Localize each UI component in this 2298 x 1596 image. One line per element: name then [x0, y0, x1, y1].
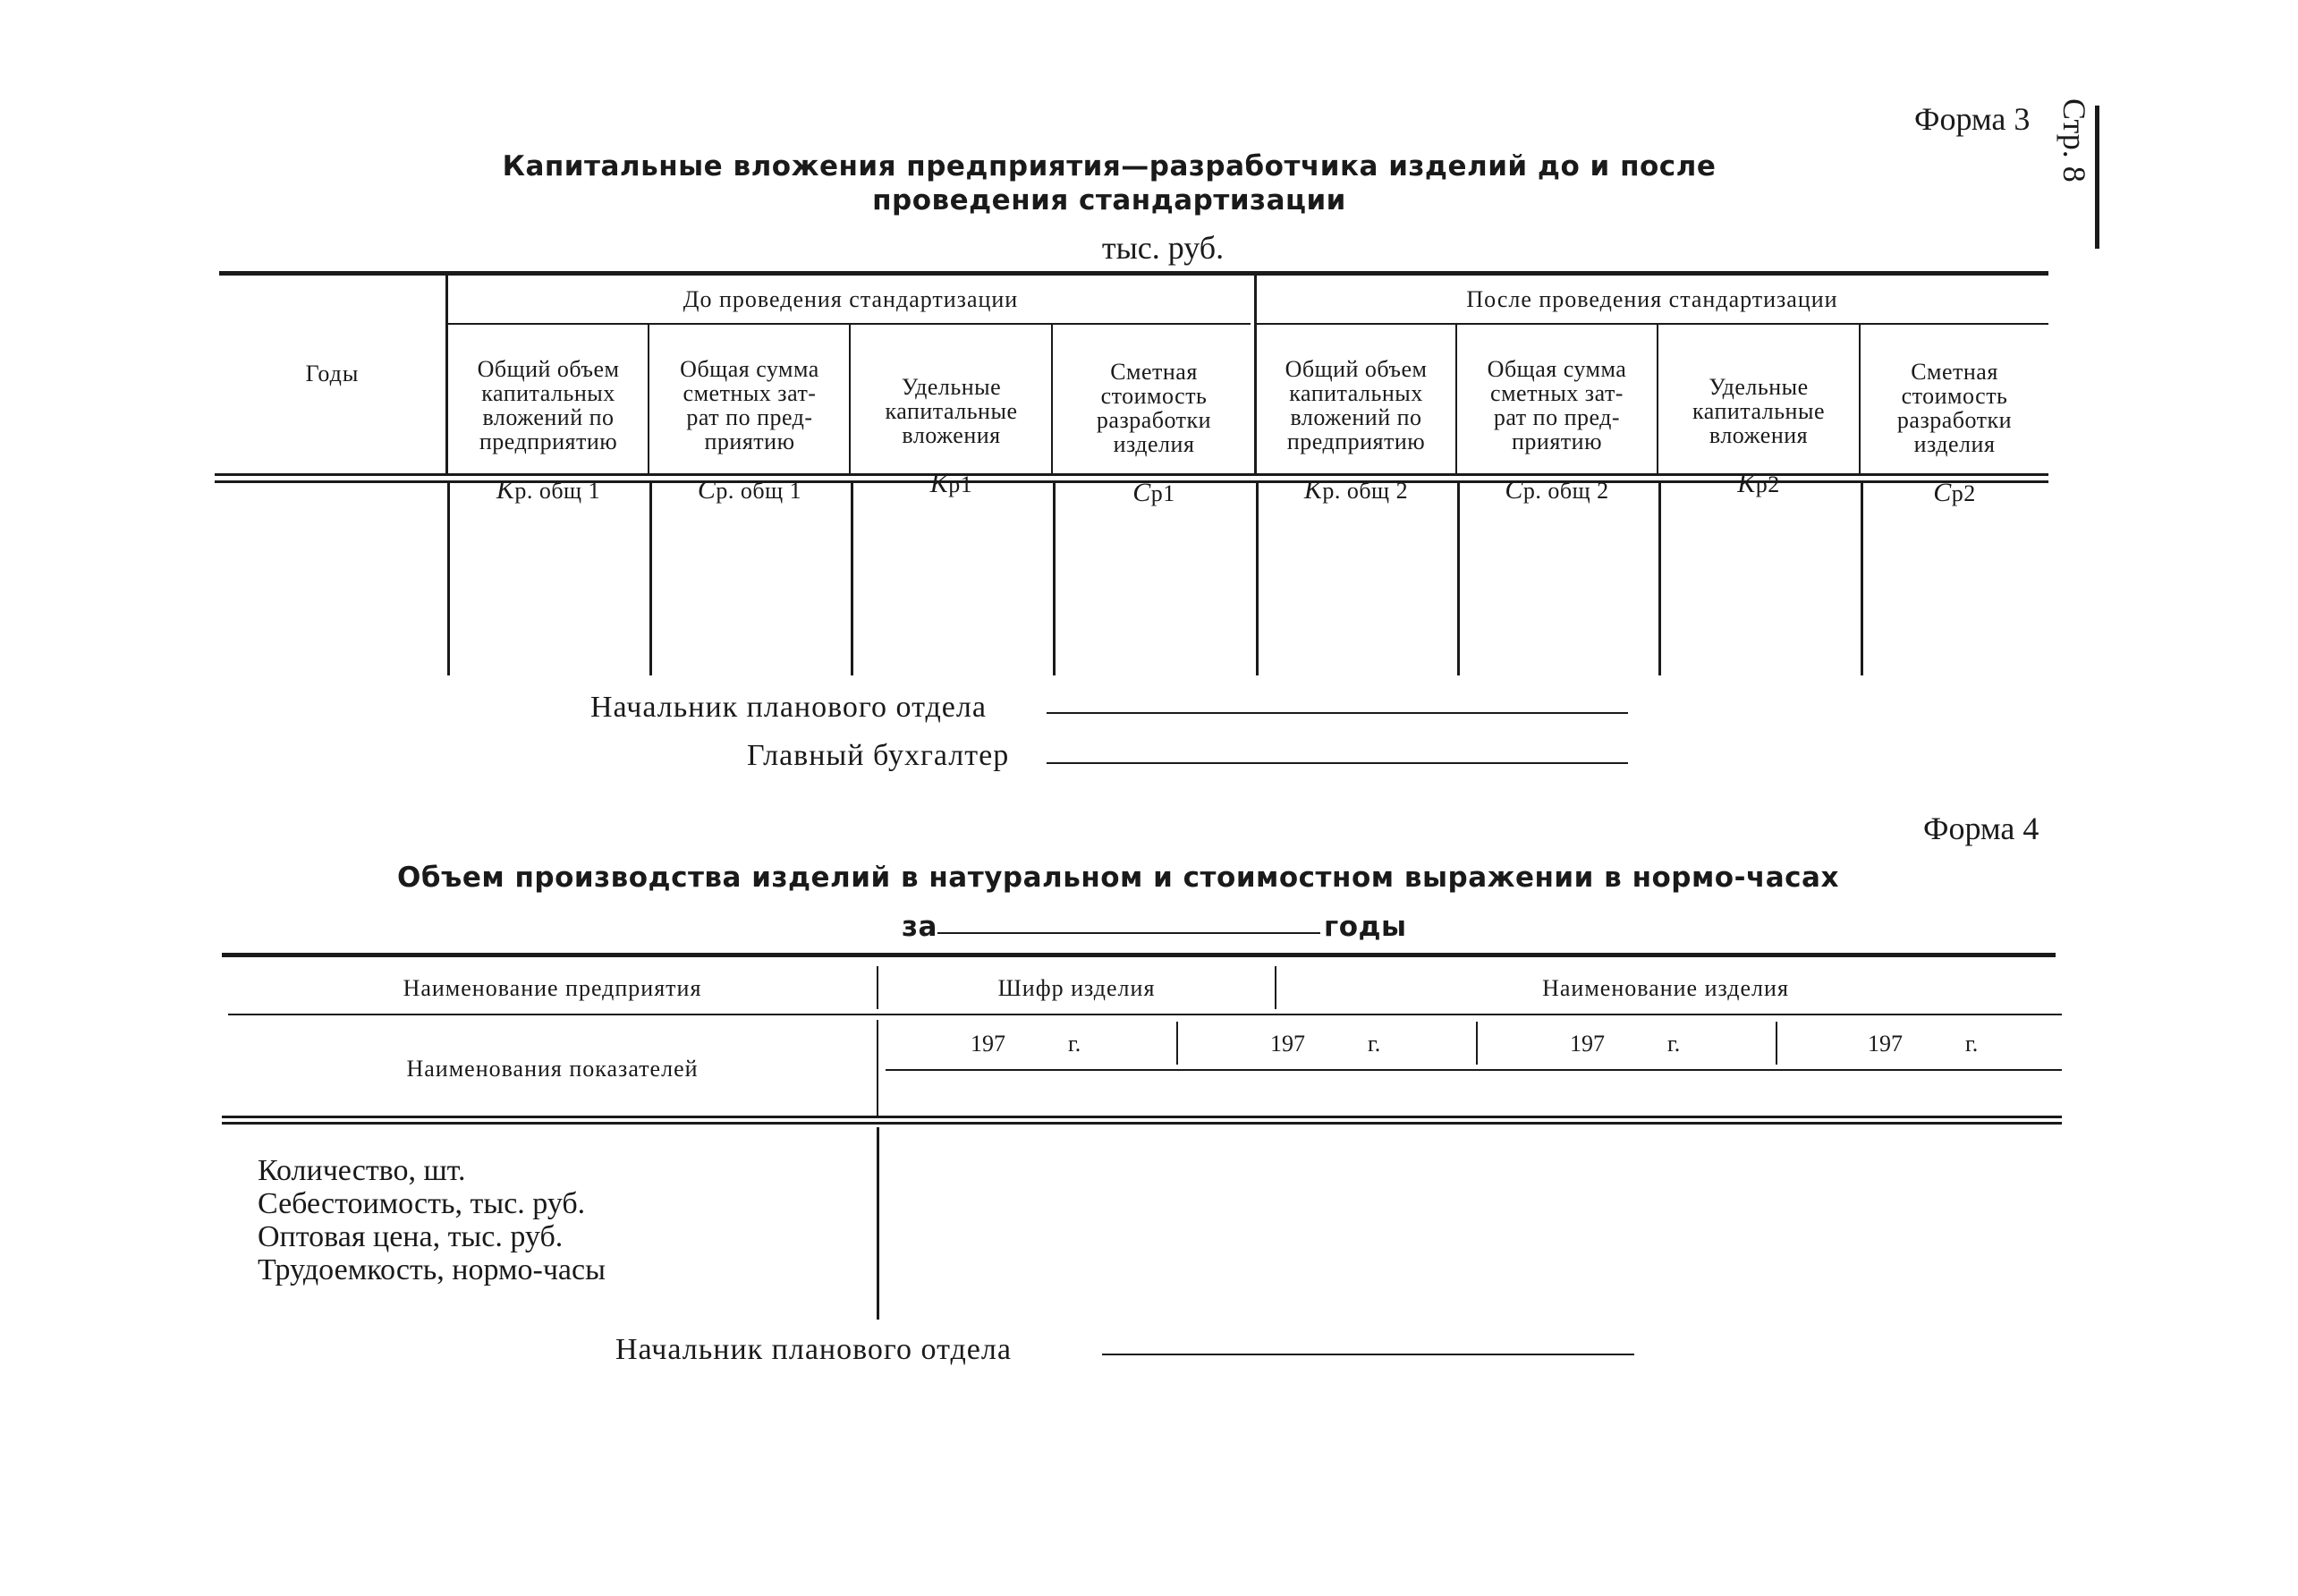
form4-top-rule: [222, 953, 2056, 957]
form3-col-after-specific-investment: [1658, 351, 1859, 521]
form3-col-symbol: С: [1132, 478, 1151, 507]
form3-col-after-dev-cost: [1861, 335, 2048, 530]
form4-indicator-labor-intensity: Трудоемкость, нормо-часы: [258, 1253, 606, 1286]
form3-col-years: Годы: [305, 361, 360, 386]
form3-col-text: Общий объем капитальных вложений по предприятию: [1285, 356, 1428, 454]
form4-body-vline: [877, 1127, 879, 1320]
form4-indicator-wholesale-price: Оптовая цена, тыс. руб.: [258, 1220, 564, 1253]
form4-col-enterprise: Наименование предприятия: [403, 975, 702, 1001]
form3-col-symbol-sub: р. общ 1: [716, 478, 802, 504]
form4-year-value: 197: [1868, 1031, 1903, 1057]
form4-year-suffix: г.: [1068, 1031, 1081, 1057]
form3-col-text: Общая сумма сметных зат- рат по пред- приятию: [680, 356, 819, 454]
form3-group-rule-after: [1254, 323, 2048, 325]
form3-vline: [1051, 325, 1053, 474]
form3-title-line1: Капитальные вложения предприятия—разработчика изделий до и после: [502, 150, 1717, 183]
form3-col-symbol: К: [929, 469, 949, 498]
form4-title: Объем производства изделий в натуральном и стоимостном выражении в нормо-часах: [397, 862, 1839, 894]
form4-header-double-rule-1: [222, 1116, 2062, 1118]
form3-sign-chief-accountant-line: [1047, 762, 1628, 764]
form4-sign-head-planning-label: Начальник планового отдела: [615, 1333, 1012, 1366]
form3-col-text: Удельные капитальные вложения: [885, 374, 1018, 448]
form4-header-rule: [228, 1014, 2062, 1015]
form4-year-value: 197: [1570, 1031, 1605, 1057]
form4-sign-head-planning-line: [1102, 1354, 1634, 1355]
form3-col-after-total-investment: [1257, 333, 1455, 527]
form3-col-symbol-sub: р2: [1951, 480, 1976, 506]
form3-col-symbol: К: [1303, 475, 1323, 505]
form4-year-2: [1270, 1031, 1380, 1057]
form4-year-suffix: г.: [1667, 1031, 1681, 1057]
form3-col-symbol: К: [496, 475, 515, 505]
form3-col-symbol: С: [1933, 478, 1952, 507]
form3-col-symbol-sub: р1: [948, 471, 973, 497]
form4-col-code: Шифр изделия: [997, 975, 1156, 1001]
form4-period-line: [937, 932, 1320, 934]
form4-col-indicators: Наименования показателей: [406, 1056, 699, 1082]
form3-group-after: После проведения стандартизации: [1466, 286, 1838, 312]
form3-vline: [648, 325, 649, 474]
form4-vline: [1176, 1022, 1178, 1065]
form4-year-4: [1868, 1031, 1978, 1057]
form4-indicator-quantity: Количество, шт.: [258, 1154, 466, 1187]
form3-sign-chief-accountant-label: Главный бухгалтер: [747, 739, 1010, 772]
form3-group-rule-before: [445, 323, 1251, 325]
form3-units: тыс. руб.: [1101, 230, 1225, 266]
form3-col-text: Общий объем капитальных вложений по предприятию: [477, 356, 620, 454]
page-number: Стр. 8: [2056, 98, 2092, 183]
form4-year-value: 197: [971, 1031, 1005, 1057]
form3-col-before-specific-investment: [852, 351, 1051, 521]
form3-col-text: Общая сумма сметных зат- рат по пред- приятию: [1487, 356, 1627, 454]
form4-year-1: [971, 1031, 1081, 1057]
form4-year-rule: [886, 1069, 2062, 1071]
form3-label: Форма 3: [1914, 101, 2031, 137]
form3-col-symbol-sub: р. общ 2: [1322, 478, 1409, 504]
form3-group-before: До проведения стандартизации: [683, 286, 1019, 312]
form3-sign-head-planning-line: [1047, 712, 1628, 714]
form3-col-symbol: К: [1737, 469, 1756, 498]
form3-col-before-total-investment: [449, 333, 648, 527]
form4-vline: [1776, 1022, 1777, 1065]
form3-top-rule: [219, 271, 2048, 276]
form3-col-after-estimate-sum: [1457, 333, 1657, 527]
page-number-bar: [2095, 106, 2099, 249]
form3-col-symbol: С: [697, 475, 717, 505]
form3-sign-head-planning-label: Начальник планового отдела: [590, 691, 987, 724]
form3-col-symbol-sub: р. общ 1: [514, 478, 601, 504]
form4-col-product: Наименование изделия: [1542, 975, 1789, 1001]
form4-header-double-rule-2: [222, 1122, 2062, 1125]
form4-indicators-list: [258, 1154, 606, 1286]
form4-year-value: 197: [1270, 1031, 1305, 1057]
form3-col-text: Удельные капитальные вложения: [1692, 374, 1825, 448]
form3-col-symbol-sub: р1: [1150, 480, 1175, 506]
form3-col-symbol-sub: р2: [1755, 471, 1780, 497]
form4-period-prefix: за: [902, 911, 937, 943]
form3-title-line2: проведения стандартизации: [872, 184, 1346, 216]
form4-period-suffix: годы: [1324, 911, 1407, 943]
form3-col-before-estimate-sum: [650, 333, 849, 527]
form3-col-before-dev-cost: [1054, 335, 1254, 530]
form4-indicator-cost: Себестоимость, тыс. руб.: [258, 1187, 586, 1220]
form3-col-text: Сметная стоимость разработки изделия: [1896, 359, 2013, 457]
form4-year-suffix: г.: [1965, 1031, 1979, 1057]
form4-year-suffix: г.: [1368, 1031, 1381, 1057]
form3-col-text: Сметная стоимость разработки изделия: [1096, 359, 1212, 457]
form3-vline: [849, 325, 851, 474]
form4-label: Форма 4: [1923, 811, 2039, 846]
form3-col-symbol: С: [1505, 475, 1523, 505]
form4-year-3: [1570, 1031, 1680, 1057]
form4-vline: [877, 1020, 878, 1116]
form4-vline: [1476, 1022, 1478, 1065]
form3-col-symbol-sub: р. общ 2: [1522, 478, 1609, 504]
